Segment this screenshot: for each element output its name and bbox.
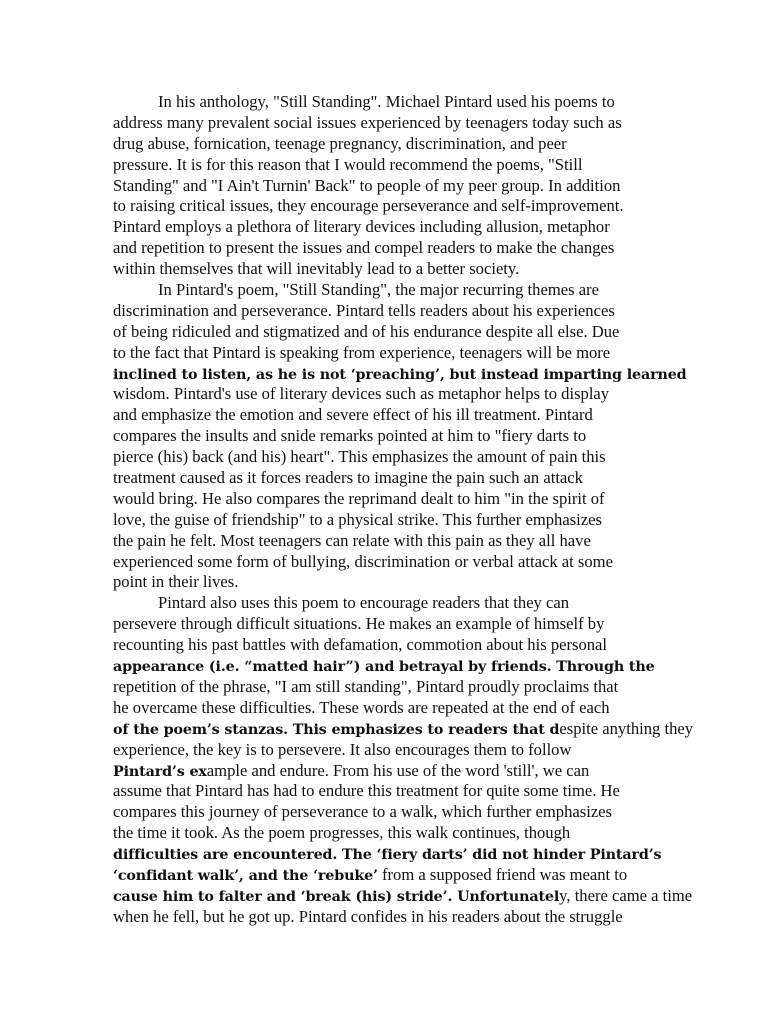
text-line (113, 426, 658, 447)
paragraph-first-line (113, 92, 658, 113)
text-line (113, 489, 658, 510)
text-line (113, 761, 658, 782)
text-run: assume that Pintard has had to endure this treatment for quite some time. He (113, 781, 620, 801)
text-run: treatment caused as it forces readers to imagine the pain such an attack (113, 468, 583, 488)
text-line (113, 656, 658, 677)
text-run: within themselves that will inevitably lead to a better society. (113, 259, 520, 279)
text-run: Pintard also uses this poem to encourage readers that they can (158, 593, 570, 613)
text-line (113, 885, 693, 907)
text-line (113, 781, 658, 802)
text-line (113, 301, 658, 322)
text-run: point in their lives. (113, 572, 239, 592)
text-run: would bring. He also compares the reprimand dealt to him "in the spirit of (113, 488, 605, 508)
bold-text-run: difficulties are encountered. The ‘fiery darts’ did not hinder Pintard’s (113, 847, 662, 864)
text-run: to the fact that Pintard is speaking from experience, teenagers will be more (113, 342, 611, 362)
text-run: pressure. It is for this reason that I would recommend the poems, "Still (113, 154, 583, 174)
text-run: address many prevalent social issues experienced by teenagers today such as (113, 112, 622, 132)
text-run: the pain he felt. Most teenagers can relate with this pain as they all have (113, 530, 591, 550)
text-line (113, 322, 658, 343)
text-line (113, 364, 687, 385)
text-run: he overcame these difficulties. These words are repeated at the end of each (113, 697, 610, 717)
paragraph-first-line (113, 280, 658, 301)
text-line (113, 718, 694, 740)
text-line (113, 844, 662, 865)
text-run: Standing" and "I Ain't Turnin' Back" to people of my peer group. In addition (113, 175, 621, 195)
text-run: y, there came a time (559, 885, 693, 905)
text-line (113, 802, 658, 823)
text-line (113, 447, 658, 468)
text-line (113, 823, 658, 844)
text-line (113, 238, 658, 259)
text-run: In his anthology, "Still Standing". Michael Pintard used his poems to (158, 92, 615, 111)
text-run: pierce (his) back (and his) heart". This emphasizes the amount of pain this (113, 447, 606, 467)
bold-text-run: ‘confidant walk’, and the ‘rebuke’ (113, 867, 378, 884)
text-line (113, 740, 658, 761)
text-run: from a supposed friend was meant to (377, 864, 628, 884)
text-run: and repetition to present the issues and compel readers to make the changes (113, 238, 615, 258)
text-run: In Pintard's poem, "Still Standing", the major recurring themes are (158, 280, 599, 300)
text-run: drug abuse, fornication, teenage pregnancy, discrimination, and peer (113, 133, 567, 153)
text-line (113, 113, 658, 134)
text-line (113, 865, 658, 886)
text-run: repetition of the phrase, "I am still standing", Pintard proudly proclaims that (113, 676, 619, 696)
text-line (113, 677, 658, 698)
text-line (113, 134, 658, 155)
text-line (113, 468, 658, 489)
text-line (113, 405, 658, 426)
text-run: ample and endure. From his use of the word 'still', we can (206, 760, 590, 780)
text-line (113, 196, 658, 217)
text-line (113, 176, 658, 197)
text-line (113, 217, 658, 238)
text-line (113, 510, 658, 531)
text-line (113, 259, 658, 280)
text-line (113, 531, 658, 552)
text-run: experienced some form of bullying, discrimination or verbal attack at some (113, 551, 613, 571)
text-run: espite anything they (559, 718, 694, 738)
text-line (113, 384, 658, 405)
text-run: experience, the key is to persevere. It also encourages them to follow (113, 739, 572, 759)
text-run: the time it took. As the poem progresses, this walk continues, though (113, 823, 571, 843)
bold-text-run: inclined to listen, as he is not ‘preaching’, but instead imparting learned (113, 366, 687, 383)
text-line (113, 155, 658, 176)
text-run: persevere through difficult situations. He makes an example of himself by (113, 614, 605, 634)
text-run: when he fell, but he got up. Pintard confides in his readers about the struggle (113, 906, 623, 926)
text-line (113, 635, 658, 656)
text-run: wisdom. Pintard's use of literary devices such as metaphor helps to display (113, 384, 610, 404)
text-run: recounting his past battles with defamation, commotion about his personal (113, 635, 608, 655)
text-line (113, 572, 658, 593)
bold-text-run: appearance (i.e. “matted hair”) and betrayal by friends. Through the (113, 659, 655, 676)
text-run: to raising critical issues, they encourage perseverance and self-improvement. (113, 196, 624, 216)
text-run: of being ridiculed and stigmatized and of his endurance despite all else. Due (113, 321, 620, 341)
text-line (113, 343, 658, 364)
text-line (113, 552, 658, 573)
text-run: and emphasize the emotion and severe effect of his ill treatment. Pintard (113, 405, 593, 425)
paragraph-first-line (113, 593, 658, 614)
text-run: compares the insults and snide remarks pointed at him to "fiery darts to (113, 426, 587, 446)
bold-text-run: Pintard’s ex (113, 763, 207, 780)
bold-text-run: of the poem’s stanzas. This emphasizes to readers that d (113, 721, 560, 738)
text-line (113, 698, 658, 719)
text-run: discrimination and perseverance. Pintard tells readers about his experiences (113, 300, 615, 320)
essay-body (113, 92, 694, 928)
text-run: compares this journey of perseverance to a walk, which further emphasizes (113, 802, 613, 822)
text-run: Pintard employs a plethora of literary devices including allusion, metaphor (113, 217, 610, 237)
text-line (113, 614, 658, 635)
bold-text-run: cause him to falter and ‘break (his) stride’. Unfortunatel (113, 888, 560, 905)
text-run: love, the guise of friendship" to a physical strike. This further emphasizes (113, 509, 602, 529)
text-line (113, 907, 658, 928)
